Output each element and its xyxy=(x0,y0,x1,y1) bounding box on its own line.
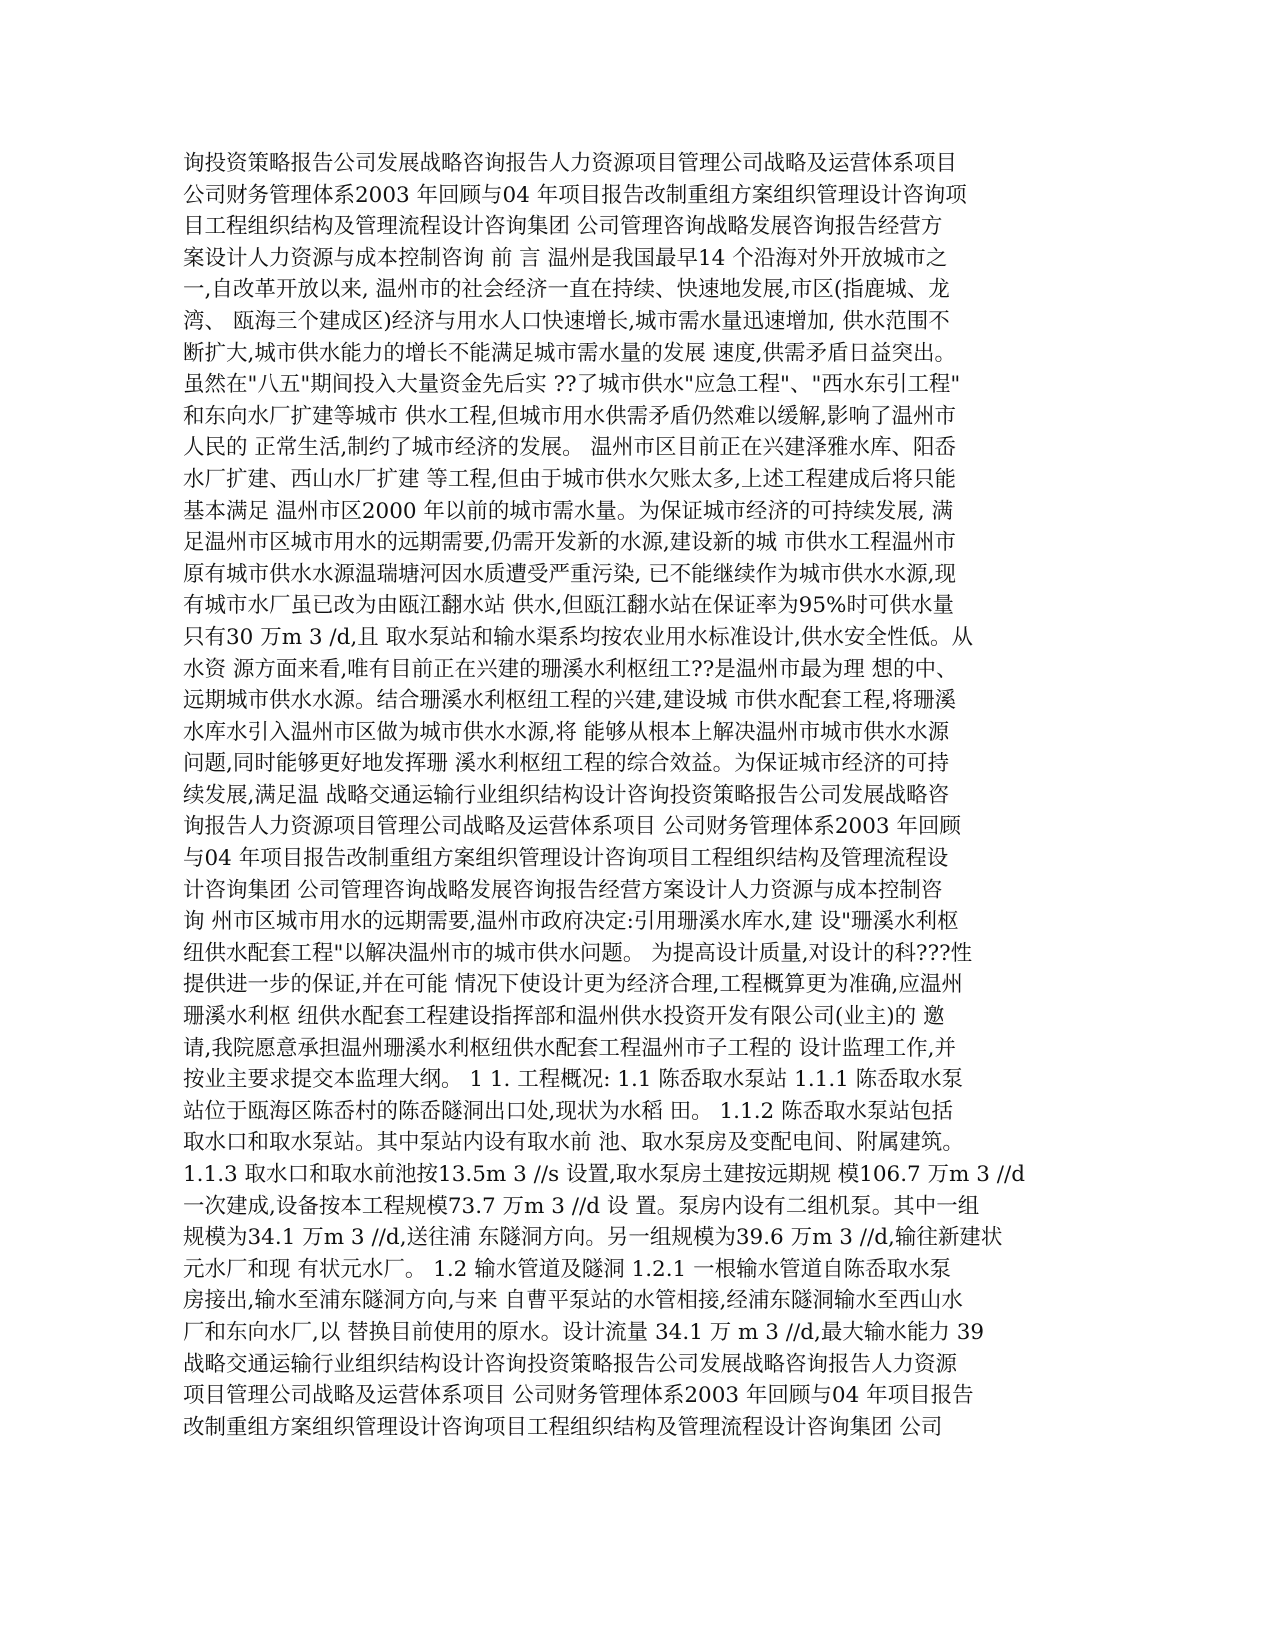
text-line: 有城市水厂虽已改为由瓯江翻水站 供水,但瓯江翻水站在保证率为95%时可供水量 xyxy=(183,593,954,619)
text-line: 元水厂和现 有状元水厂。 1.2 输水管道及隧洞 1.2.1 一根输水管道自陈岙取水泵 xyxy=(183,1256,952,1282)
text-line: 一次建成,设备按本工程规模73.7 万m 3 //d 设 置。泵房内设有二组机泵。其中一组 xyxy=(183,1193,980,1219)
text-line: 问题,同时能够更好地发挥珊 溪水利枢纽工程的综合效益。为保证城市经济的可持 xyxy=(183,751,950,777)
text-line: 足温州市区城市用水的远期需要,仍需开发新的水源,建设新的城 市供水工程温州市 xyxy=(183,530,957,556)
text-line: 虽然在"八五"期间投入大量资金先后实 ??了城市供水"应急工程"、"西水东引工程" xyxy=(183,372,961,398)
text-line: 站位于瓯海区陈岙村的陈岙隧洞出口处,现状为水稻 田。 1.1.2 陈岙取水泵站包括 xyxy=(183,1098,954,1124)
text-line: 目工程组织结构及管理流程设计咨询集团 公司管理咨询战略发展咨询报告经营方 xyxy=(183,214,943,240)
text-line: 远期城市供水水源。结合珊溪水利枢纽工程的兴建,建设城 市供水配套工程,将珊溪 xyxy=(183,688,957,714)
body-text xyxy=(183,148,1093,1443)
text-line: 水资 源方面来看,唯有目前正在兴建的珊溪水利枢纽工??是温州市最为理 想的中、 xyxy=(183,656,958,682)
text-line: 续发展,满足温 战略交通运输行业组织结构设计咨询投资策略报告公司发展战略咨 xyxy=(183,782,950,808)
text-line: 只有30 万m 3 /d,且 取水泵站和输水渠系均按农业用水标准设计,供水安全性低。从 xyxy=(183,624,973,650)
text-line: 一,自改革开放以来, 温州市的社会经济一直在持续、快速地发展,市区(指鹿城、龙 xyxy=(183,277,950,303)
text-line: 提供进一步的保证,并在可能 情况下使设计更为经济合理,工程概算更为准确,应温州 xyxy=(183,972,963,998)
text-line: 请,我院愿意承担温州珊溪水利枢纽供水配套工程温州市子工程的 设计监理工作,并 xyxy=(183,1035,957,1061)
text-line: 计咨询集团 公司管理咨询战略发展咨询报告经营方案设计人力资源与成本控制咨 xyxy=(183,877,943,903)
text-line: 按业主要求提交本监理大纲。 1 1. 工程概况: 1.1 陈岙取水泵站 1.1.1 陈岙取水泵 xyxy=(183,1067,964,1093)
text-line: 询报告人力资源项目管理公司战略及运营体系项目 公司财务管理体系2003 年回顾 xyxy=(183,814,961,840)
text-line: 询 州市区城市用水的远期需要,温州市政府决定:引用珊溪水库水,建 设"珊溪水利枢 xyxy=(183,909,959,935)
text-line: 和东向水厂扩建等城市 供水工程,但城市用水供需矛盾仍然难以缓解,影响了温州市 xyxy=(183,403,957,429)
text-line: 改制重组方案组织管理设计咨询项目工程组织结构及管理流程设计咨询集团 公司 xyxy=(183,1414,943,1440)
text-line: 询投资策略报告公司发展战略咨询报告人力资源项目管理公司战略及运营体系项目 xyxy=(183,151,958,176)
text-line: 项目管理公司战略及运营体系项目 公司财务管理体系2003 年回顾与04 年项目报告 xyxy=(183,1383,974,1409)
text-line: 纽供水配套工程"以解决温州市的城市供水问题。 为提高设计质量,对设计的科???性 xyxy=(183,940,973,966)
text-line: 房接出,输水至浦东隧洞方向,与来 自曹平泵站的水管相接,经浦东隧洞输水至西山水 xyxy=(183,1288,963,1314)
text-line: 原有城市供水水源温瑞塘河因水质遭受严重污染, 已不能继续作为城市供水水源,现 xyxy=(183,561,957,587)
text-line: 公司财务管理体系2003 年回顾与04 年项目报告改制重组方案组织管理设计咨询项 xyxy=(183,182,967,208)
text-line: 规模为34.1 万m 3 //d,送往浦 东隧洞方向。另一组规模为39.6 万m 3 //d,输往新建状 xyxy=(183,1225,1003,1251)
text-line: 厂和东向水厂,以 替换目前使用的原水。设计流量 34.1 万 m 3 //d,最大输水能力 39 xyxy=(183,1319,985,1345)
text-line: 湾、 瓯海三个建成区)经济与用水人口快速增长,城市需水量迅速增加, 供水范围不 xyxy=(183,308,950,334)
text-line: 珊溪水利枢 纽供水配套工程建设指挥部和温州供水投资开发有限公司(业主)的 邀 xyxy=(183,1004,945,1030)
text-line: 断扩大,城市供水能力的增长不能满足城市需水量的发展 速度,供需矛盾日益突出。 xyxy=(183,340,957,366)
text-line: 取水口和取水泵站。其中泵站内设有取水前 池、取水泵房及变配电间、附属建筑。 xyxy=(183,1130,964,1156)
text-line: 战略交通运输行业组织结构设计咨询投资策略报告公司发展战略咨询报告人力资源 xyxy=(183,1351,958,1377)
text-line: 水库水引入温州市区做为城市供水水源,将 能够从根本上解决温州市城市供水水源 xyxy=(183,719,950,745)
text-line: 人民的 正常生活,制约了城市经济的发展。 温州市区目前正在兴建泽雅水库、阳岙 xyxy=(183,435,957,461)
text-line: 1.1.3 取水口和取水前池按13.5m 3 //s 设置,取水泵房土建按远期规 模106.7 万m 3 //d xyxy=(183,1162,1026,1187)
text-line: 案设计人力资源与成本控制咨询 前 言 温州是我国最早14 个沿海对外开放城市之 xyxy=(183,245,948,271)
text-line: 水厂扩建、西山水厂扩建 等工程,但由于城市供水欠账太多,上述工程建成后将只能 xyxy=(183,466,957,492)
text-line: 基本满足 温州市区2000 年以前的城市需水量。为保证城市经济的可持续发展, 满 xyxy=(183,498,954,524)
text-line: 与04 年项目报告改制重组方案组织管理设计咨询项目工程组织结构及管理流程设 xyxy=(183,846,949,872)
